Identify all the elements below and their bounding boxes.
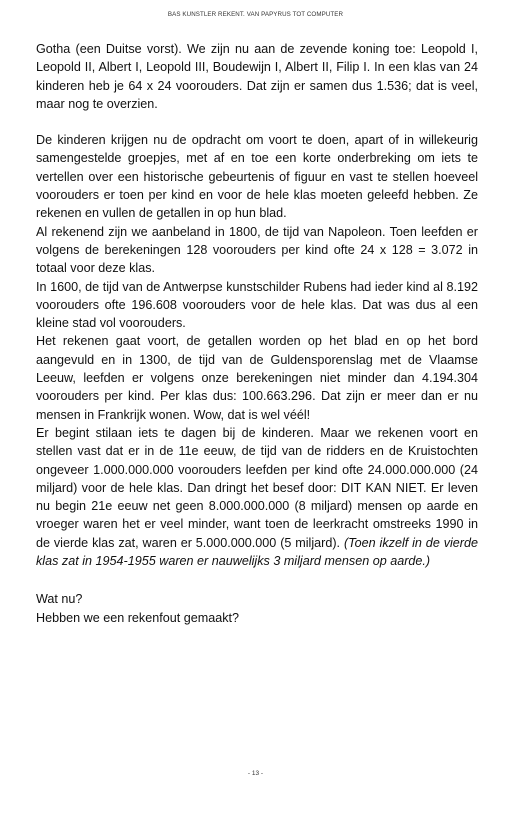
running-header: BAS KUNSTLER REKENT. VAN PAPYRUS TOT COMPUTER — [167, 11, 344, 18]
paragraph-kings: Gotha (een Duitse vorst). We zijn nu aan de zevende koning toe: Leopold I, Leopold II, Albert I, Leopold III, Boudewijn I, Albert II, Filip I. In een klas van 24 kinderen heb je 64 x 24 voorouders. Dat zijn er samen dus 1.536; dat is veel, maar nog te overzien. — [36, 42, 478, 111]
paragraph-assignment: De kinderen krijgen nu de opdracht om voort te doen, apart of in willekeurig samengestelde groepjes, met af en toe een korte onderbreking om iets te vertellen over een historische gebeurtenis of figuur en vast te stellen hoeveel voorouders er toen per kind en voor de hele klas moeten geleefd hebben. Ze rekenen en vullen de getallen in op hun blad. — [36, 133, 478, 221]
paragraph-gap — [36, 570, 478, 590]
paragraph-guldensporenslag: Het rekenen gaat voort, de getallen worden op het blad en op het bord aangevuld en in 1300, de tijd van de Guldensporenslag met de Vlaamse Leeuw, leefden er volgens onze berekeningen niet minder dan 4.194.304 voorouders per kind. Per klas dus: 100.663.296. Dat zijn er meer dan er nu mensen in Frankrijk wonen. Wow, dat is wel véél! — [36, 334, 478, 422]
paragraph-crusades — [36, 424, 478, 570]
author-aside: (Toen ikzelf in de vierde klas zat in 1954-1955 waren er nauwelijks 3 miljard mensen op aarde.) — [36, 535, 478, 569]
page-number: - 13 - — [247, 770, 264, 777]
page-body — [36, 40, 478, 627]
question-calculation-error: Hebben we een rekenfout gemaakt? — [36, 610, 240, 625]
paragraph-gap — [36, 113, 478, 131]
paragraph-rubens: In 1600, de tijd van de Antwerpse kunstschilder Rubens had ieder kind al 8.192 voorouders ofte 196.608 voorouders voor de hele klas. Dat was dus al een kleine stad vol voorouders. — [36, 279, 478, 331]
crusades-text: Er begint stilaan iets te dagen bij de kinderen. Maar we rekenen voort en stellen vast dat er in de 11e eeuw, de tijd van de ridders en de Kruistochten ongeveer 1.000.000.000 voorouders leefden per kind ofte 24.000.000.000 (24 miljard) voor de hele klas. Dan dringt het besef door: DIT KAN NIET. Er leven nu begin 21e eeuw net geen 8.000.000.000 (8 miljard) mensen op aarde en vroeger waren het er veel minder, want toen de leerkracht omstreeks 1990 in de vierde klas zat, waren er 5.000.000.000 (5 miljard). — [36, 425, 478, 550]
paragraph-napoleon: Al rekenend zijn we aanbeland in 1800, de tijd van Napoleon. Toen leefden er volgens de berekeningen 128 voorouders per kind ofte 24 x 128 = 3.072 in totaal voor deze klas. — [36, 224, 478, 276]
question-what-now: Wat nu? — [36, 592, 83, 607]
